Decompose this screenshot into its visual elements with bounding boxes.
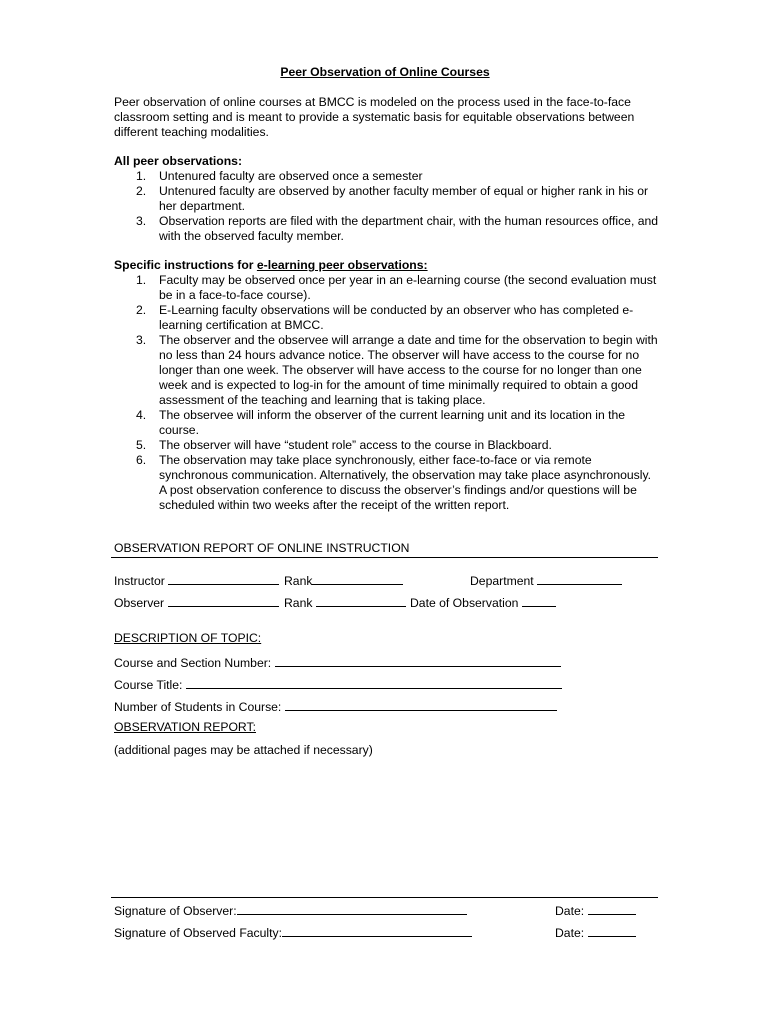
department-blank[interactable]: [537, 572, 622, 585]
rank-field[interactable]: Rank: [284, 572, 403, 589]
list-item: 1. Untenured faculty are observed once a semester: [136, 169, 423, 183]
instructor-field[interactable]: Instructor: [114, 572, 279, 589]
list-item: 3. The observer and the observee will arrange a date and time for the observation to begin with no less than 24 hours advance notice. The observer will have access to the course for no longer than one week. The observer will have access to the course for no longer than one week and is expected to log-in for the amount of time minimally required to obtain a good assessment of the teaching and learning that is taking place.: [136, 333, 658, 407]
page-title: Peer Observation of Online Courses: [280, 65, 490, 79]
observer-signature-blank[interactable]: [237, 902, 467, 915]
instructor-blank[interactable]: [168, 572, 279, 585]
list-item: 6. The observation may take place synchronously, either face-to-face or via remote synchronous communication. Alternatively, the observation may take place asynchronously. A post observation conference to discuss the observer’s findings and/or questions will be scheduled within two weeks after the receipt of the written report.: [136, 453, 652, 512]
list-item: 5. The observer will have “student role” access to the course in Blackboard.: [136, 438, 552, 452]
course-title-field[interactable]: Course Title:: [114, 676, 562, 693]
specific-instructions-list: [114, 273, 674, 513]
all-observations-list: [114, 169, 674, 244]
intro-paragraph: Peer observation of online courses at BMCC is modeled on the process used in the face-to-face classroom setting and is meant to provide a systematic basis for equitable observations between different teaching modalities.: [114, 95, 635, 139]
faculty-signature-blank[interactable]: [282, 924, 472, 937]
observer-signature-field[interactable]: Signature of Observer:: [114, 902, 467, 919]
specific-instructions-section: [114, 258, 674, 513]
observer-blank[interactable]: [168, 594, 279, 607]
specific-instructions-heading: Specific instructions for e-learning peer observations:: [114, 258, 428, 272]
list-item: 1. Faculty may be observed once per year in an e-learning course (the second evaluation must be in a face-to-face course).: [136, 273, 657, 302]
department-field[interactable]: Department: [470, 572, 622, 589]
course-title-blank[interactable]: [186, 676, 562, 689]
list-item: 2. Untenured faculty are observed by another faculty member of equal or higher rank in his or her department.: [136, 184, 649, 213]
number-of-students-field[interactable]: Number of Students in Course:: [114, 698, 557, 715]
rank-blank-2[interactable]: [316, 594, 406, 607]
description-heading: DESCRIPTION OF TOPIC:: [114, 631, 262, 645]
number-of-students-blank[interactable]: [285, 698, 557, 711]
observation-report-heading: OBSERVATION REPORT:: [114, 720, 256, 734]
rank-blank[interactable]: [312, 572, 403, 585]
all-observations-heading: All peer observations:: [114, 154, 243, 168]
course-section-blank[interactable]: [275, 654, 561, 667]
report-heading: OBSERVATION REPORT OF ONLINE INSTRUCTION: [114, 541, 410, 555]
faculty-signature-field[interactable]: Signature of Observed Faculty:: [114, 924, 472, 941]
list-item: 4. The observee will inform the observer of the current learning unit and its location in the course.: [136, 408, 626, 437]
course-section-field[interactable]: Course and Section Number:: [114, 654, 561, 671]
signature-divider: [111, 897, 658, 898]
faculty-date-field[interactable]: Date:: [555, 924, 636, 941]
observer-date-blank[interactable]: [588, 902, 636, 915]
faculty-date-blank[interactable]: [588, 924, 636, 937]
list-item: 3. Observation reports are filed with the department chair, with the human resources office, and with the observed faculty member.: [136, 214, 659, 243]
all-observations-section: [114, 154, 674, 244]
observer-field[interactable]: Observer: [114, 594, 279, 611]
date-of-observation-field[interactable]: Date of Observation: [410, 594, 556, 611]
list-item: 2. E-Learning faculty observations will be conducted by an observer who has completed e-learning certification at BMCC.: [136, 303, 634, 332]
report-divider: [111, 557, 658, 558]
additional-pages-note: (additional pages may be attached if necessary): [114, 743, 373, 757]
date-of-observation-blank[interactable]: [522, 594, 556, 607]
observer-date-field[interactable]: Date:: [555, 902, 636, 919]
rank-field-2[interactable]: Rank: [284, 594, 406, 611]
